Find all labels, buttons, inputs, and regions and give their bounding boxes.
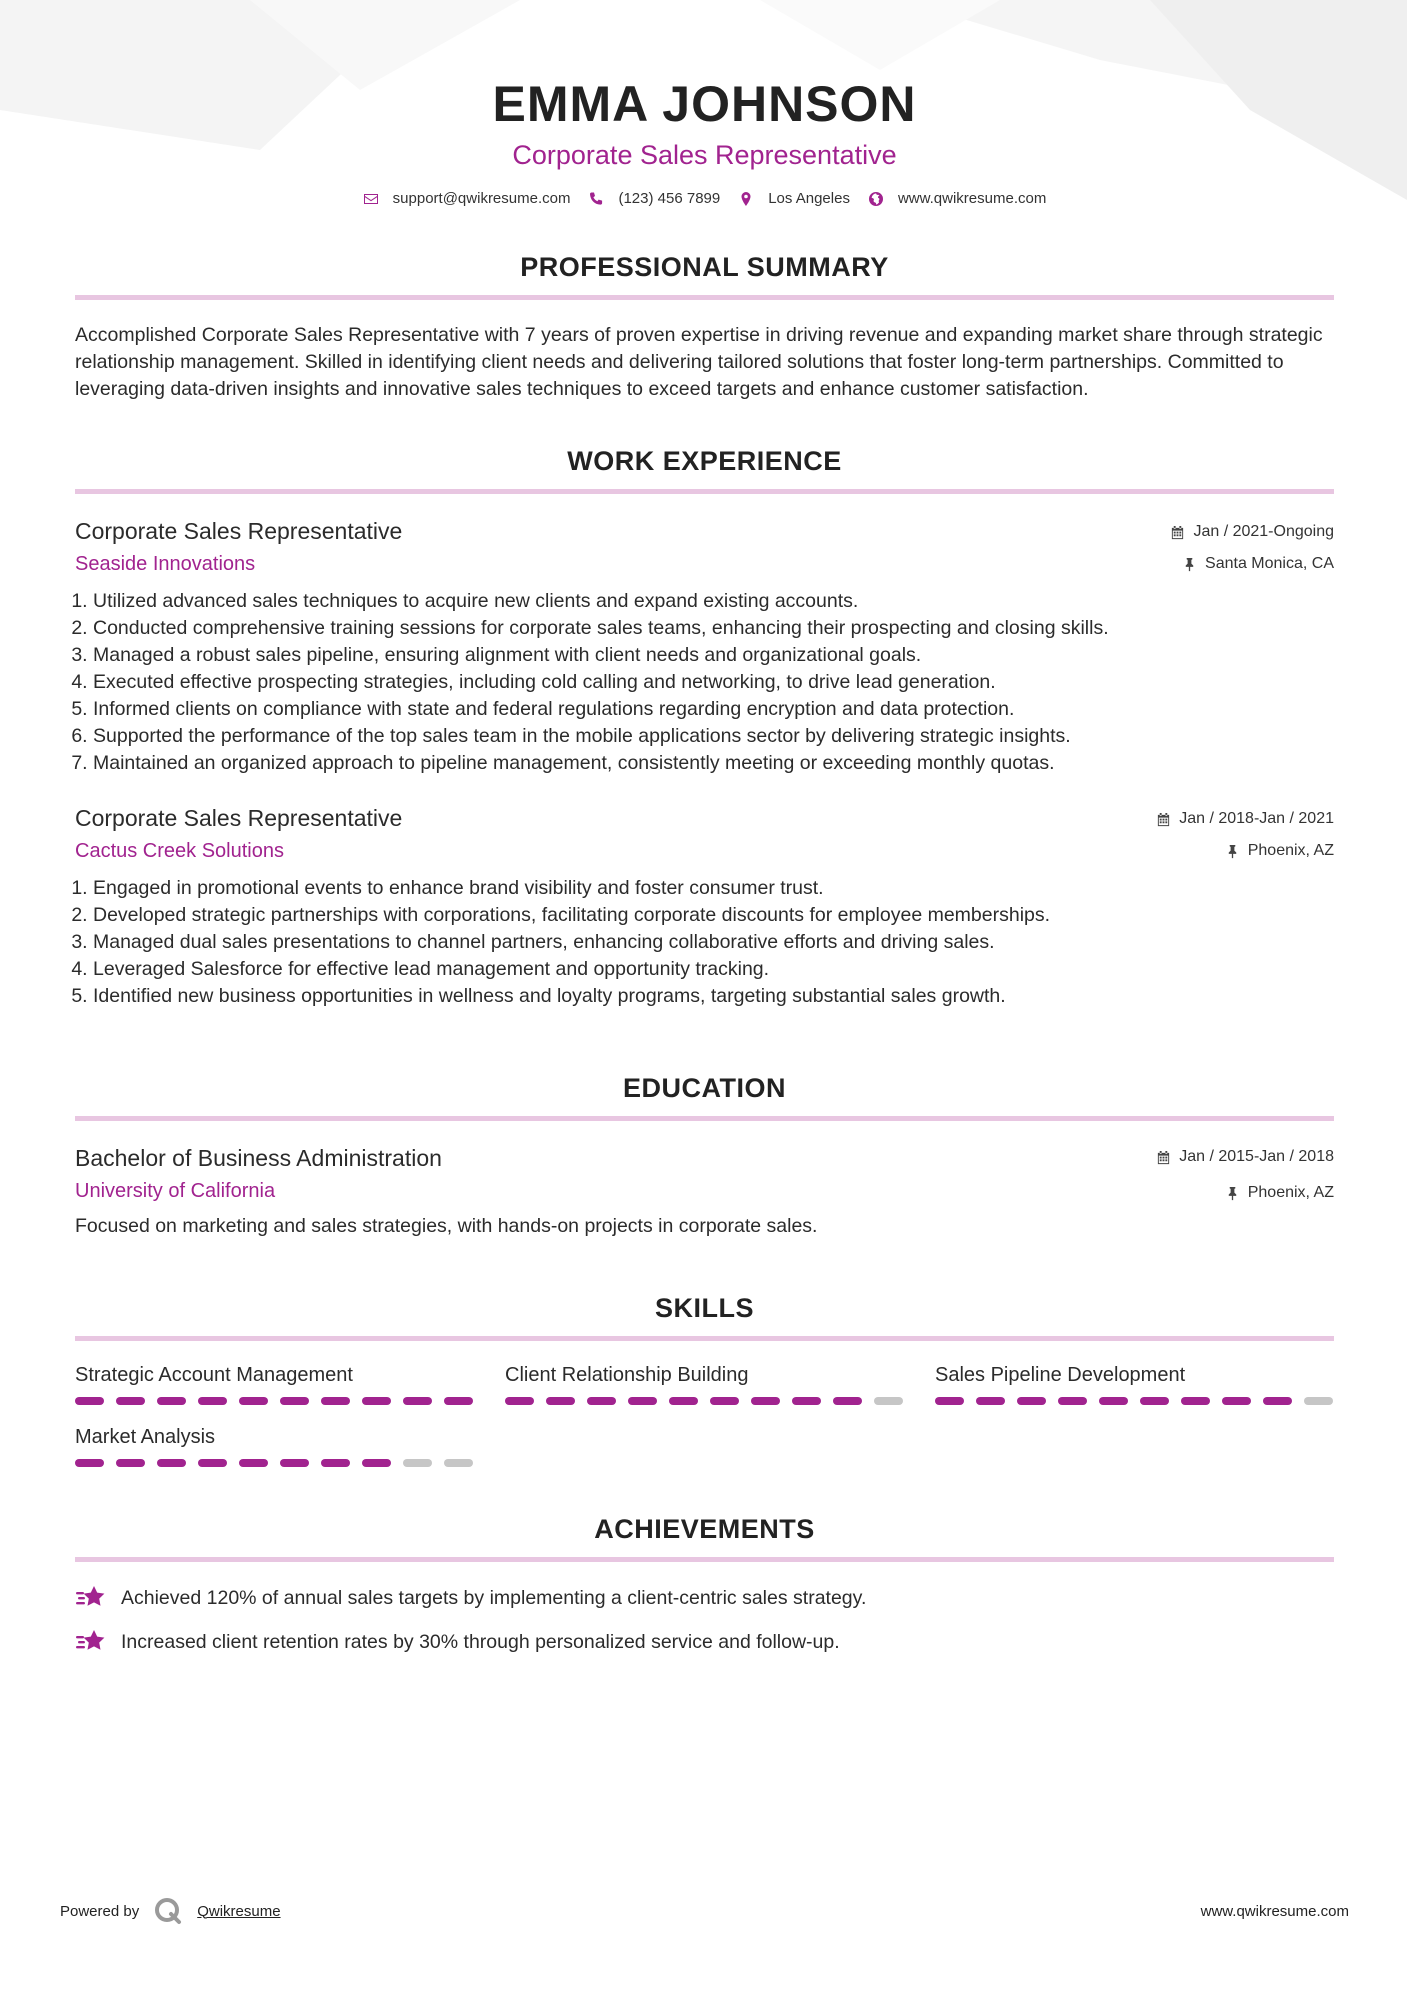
list-item: 6. Supported the performance of the top sales team in the mobile applications sector by delivering strategic insights. bbox=[93, 723, 1334, 750]
skill-dash-empty bbox=[403, 1459, 432, 1467]
job-company: Seaside Innovations bbox=[75, 553, 256, 575]
list-item: 5. Identified new business opportunities in wellness and loyalty programs, targeting substantial sales growth. bbox=[93, 983, 1334, 1010]
skill-dash-filled bbox=[976, 1397, 1005, 1405]
resume-header bbox=[75, 0, 1334, 207]
skill-level-bar bbox=[75, 1397, 475, 1405]
job-company: Cactus Creek Solutions bbox=[75, 840, 284, 862]
section-divider bbox=[75, 1336, 1334, 1341]
achievement-text: Achieved 120% of annual sales targets by implementing a client-centric sales strategy. bbox=[121, 1586, 867, 1609]
location-text: Los Angeles bbox=[768, 190, 850, 207]
email-text: support@qwikresume.com bbox=[392, 190, 571, 207]
achievement-text: Increased client retention rates by 30% through personalized service and follow-up. bbox=[121, 1630, 840, 1653]
skill-dash-filled bbox=[1140, 1397, 1169, 1405]
skill-dash-filled bbox=[833, 1397, 862, 1405]
education-header bbox=[75, 1143, 1334, 1205]
envelope-icon bbox=[363, 191, 379, 207]
skill-dash-filled bbox=[75, 1397, 104, 1405]
achievement-item bbox=[75, 1628, 1334, 1656]
calendar-icon bbox=[1170, 525, 1185, 540]
education-description: Focused on marketing and sales strategies, with hands-on projects in corporate sales. bbox=[75, 1215, 818, 1237]
phone-icon bbox=[588, 191, 604, 207]
skill-dash-filled bbox=[1099, 1397, 1128, 1405]
skill-dash-filled bbox=[362, 1459, 391, 1467]
skill-level-bar bbox=[505, 1397, 905, 1405]
resume-content bbox=[75, 0, 1334, 1672]
job-dates: Jan / 2018-Jan / 2021 bbox=[1179, 810, 1334, 827]
skill-dash-filled bbox=[792, 1397, 821, 1405]
star-icon bbox=[75, 1628, 107, 1656]
summary-section bbox=[75, 251, 1334, 403]
candidate-title: Corporate Sales Representative bbox=[512, 140, 897, 170]
skills-section bbox=[75, 1292, 1334, 1467]
list-item: 2. Conducted comprehensive training sessions for corporate sales teams, enhancing their prospecting and closing skills. bbox=[93, 615, 1334, 642]
skill-dash-filled bbox=[280, 1397, 309, 1405]
pushpin-icon bbox=[1225, 844, 1240, 859]
list-item: 3. Managed a robust sales pipeline, ensuring alignment with client needs and organizational goals. bbox=[93, 642, 1334, 669]
globe-icon bbox=[868, 191, 884, 207]
achievements-section bbox=[75, 1513, 1334, 1656]
skill-level-bar bbox=[75, 1459, 475, 1467]
skill-item bbox=[505, 1361, 905, 1405]
section-divider bbox=[75, 489, 1334, 494]
skill-dash-filled bbox=[321, 1459, 350, 1467]
skill-dash-empty bbox=[1304, 1397, 1333, 1405]
education-location: Phoenix, AZ bbox=[1247, 1184, 1334, 1201]
education-section bbox=[75, 1072, 1334, 1240]
skill-dash-filled bbox=[1181, 1397, 1210, 1405]
skill-dash-filled bbox=[280, 1459, 309, 1467]
education-dates: Jan / 2015-Jan / 2018 bbox=[1179, 1148, 1334, 1165]
achievements-heading: ACHIEVEMENTS bbox=[594, 1514, 815, 1544]
list-item: 5. Informed clients on compliance with state and federal regulations regarding encryption and data protection. bbox=[93, 696, 1334, 723]
skill-dash-filled bbox=[116, 1397, 145, 1405]
list-item: 1. Engaged in promotional events to enhance brand visibility and foster consumer trust. bbox=[93, 875, 1334, 902]
skill-dash-empty bbox=[444, 1459, 473, 1467]
experience-section bbox=[75, 445, 1334, 1010]
contact-location bbox=[738, 190, 850, 207]
list-item: 7. Maintained an organized approach to pipeline management, consistently meeting or exceeding monthly quotas. bbox=[93, 750, 1334, 777]
pushpin-icon bbox=[1225, 1186, 1240, 1201]
job-role: Corporate Sales Representative bbox=[75, 805, 403, 831]
education-entry bbox=[75, 1143, 1334, 1240]
list-item: 3. Managed dual sales presentations to channel partners, enhancing collaborative efforts and driving sales. bbox=[93, 929, 1334, 956]
skill-name: Strategic Account Management bbox=[75, 1364, 353, 1386]
skill-name: Sales Pipeline Development bbox=[935, 1364, 1186, 1386]
job-points bbox=[75, 588, 1334, 777]
skill-item bbox=[75, 1361, 475, 1405]
page-footer bbox=[60, 1896, 1349, 1926]
skill-dash-filled bbox=[157, 1397, 186, 1405]
skill-dash-filled bbox=[239, 1459, 268, 1467]
pushpin-icon bbox=[1182, 557, 1197, 572]
skill-dash-filled bbox=[935, 1397, 964, 1405]
skill-dash-filled bbox=[751, 1397, 780, 1405]
skill-dash-filled bbox=[669, 1397, 698, 1405]
summary-text: Accomplished Corporate Sales Representative with 7 years of proven expertise in driving revenue and expanding market share through strategic relationship management. Skilled in identifying client needs and delivering tailored solutions that foster long-term partnerships. Committed to leveraging data-driven insights and innovative sales techniques to exceed targets and enhance customer satisfaction. bbox=[75, 324, 1323, 400]
footer-website-link[interactable]: www.qwikresume.com bbox=[1200, 1902, 1349, 1920]
school: University of California bbox=[75, 1180, 276, 1202]
skill-dash-filled bbox=[362, 1397, 391, 1405]
skills-grid bbox=[75, 1361, 1334, 1467]
list-item: 4. Leveraged Salesforce for effective lead management and opportunity tracking. bbox=[93, 956, 1334, 983]
skill-dash-filled bbox=[239, 1397, 268, 1405]
skill-dash-filled bbox=[710, 1397, 739, 1405]
skill-dash-filled bbox=[1263, 1397, 1292, 1405]
skill-dash-filled bbox=[1017, 1397, 1046, 1405]
job-points bbox=[75, 875, 1334, 1010]
job-entry bbox=[75, 803, 1334, 1010]
list-item: 4. Executed effective prospecting strategies, including cold calling and networking, to drive lead generation. bbox=[93, 669, 1334, 696]
achievement-item bbox=[75, 1584, 1334, 1612]
contact-email[interactable] bbox=[363, 190, 571, 207]
job-location: Santa Monica, CA bbox=[1205, 555, 1334, 572]
achievement-list bbox=[75, 1584, 1334, 1656]
skill-dash-filled bbox=[444, 1397, 473, 1405]
contact-website[interactable] bbox=[868, 190, 1046, 207]
skill-dash-filled bbox=[403, 1397, 432, 1405]
section-divider bbox=[75, 1557, 1334, 1562]
skill-dash-filled bbox=[587, 1397, 616, 1405]
brand-link[interactable]: Qwikresume bbox=[197, 1902, 281, 1920]
summary-heading: PROFESSIONAL SUMMARY bbox=[520, 252, 889, 282]
skill-dash-filled bbox=[321, 1397, 350, 1405]
list-item: 1. Utilized advanced sales techniques to acquire new clients and expand existing accounts. bbox=[93, 588, 1334, 615]
powered-by-label: Powered by bbox=[60, 1902, 140, 1920]
qwikresume-logo-icon bbox=[153, 1896, 183, 1926]
star-icon bbox=[75, 1584, 107, 1612]
job-header bbox=[75, 803, 1334, 865]
calendar-icon bbox=[1156, 1150, 1171, 1165]
contact-bar bbox=[75, 190, 1334, 207]
skill-dash-filled bbox=[198, 1397, 227, 1405]
skill-level-bar bbox=[935, 1397, 1335, 1405]
skill-dash-filled bbox=[116, 1459, 145, 1467]
degree: Bachelor of Business Administration bbox=[75, 1145, 442, 1171]
education-heading: EDUCATION bbox=[623, 1073, 786, 1103]
skill-dash-empty bbox=[874, 1397, 903, 1405]
job-meta bbox=[1156, 803, 1334, 865]
job-location: Phoenix, AZ bbox=[1247, 842, 1334, 859]
skill-dash-filled bbox=[628, 1397, 657, 1405]
skills-heading: SKILLS bbox=[654, 1293, 754, 1323]
education-meta bbox=[1156, 1143, 1334, 1205]
job-entry bbox=[75, 516, 1334, 777]
skill-dash-filled bbox=[1222, 1397, 1251, 1405]
skill-dash-filled bbox=[505, 1397, 534, 1405]
job-header bbox=[75, 516, 1334, 578]
skill-dash-filled bbox=[546, 1397, 575, 1405]
skill-item bbox=[75, 1423, 475, 1467]
skill-dash-filled bbox=[75, 1459, 104, 1467]
map-pin-icon bbox=[738, 191, 754, 207]
list-item: 2. Developed strategic partnerships with corporations, facilitating corporate discounts for employee memberships. bbox=[93, 902, 1334, 929]
skill-name: Market Analysis bbox=[75, 1426, 216, 1448]
section-divider bbox=[75, 295, 1334, 300]
job-role: Corporate Sales Representative bbox=[75, 518, 403, 544]
candidate-name: EMMA JOHNSON bbox=[492, 76, 917, 132]
job-meta bbox=[1170, 516, 1334, 578]
job-dates: Jan / 2021-Ongoing bbox=[1193, 523, 1334, 540]
phone-text: (123) 456 7899 bbox=[618, 190, 721, 207]
contact-phone[interactable] bbox=[588, 190, 720, 207]
skill-dash-filled bbox=[157, 1459, 186, 1467]
skill-item bbox=[935, 1361, 1335, 1405]
website-text: www.qwikresume.com bbox=[897, 190, 1047, 207]
skill-dash-filled bbox=[198, 1459, 227, 1467]
calendar-icon bbox=[1156, 812, 1171, 827]
skill-dash-filled bbox=[1058, 1397, 1087, 1405]
experience-heading: WORK EXPERIENCE bbox=[567, 446, 842, 476]
skill-name: Client Relationship Building bbox=[505, 1364, 749, 1386]
section-divider bbox=[75, 1116, 1334, 1121]
footer-branding bbox=[60, 1896, 281, 1926]
